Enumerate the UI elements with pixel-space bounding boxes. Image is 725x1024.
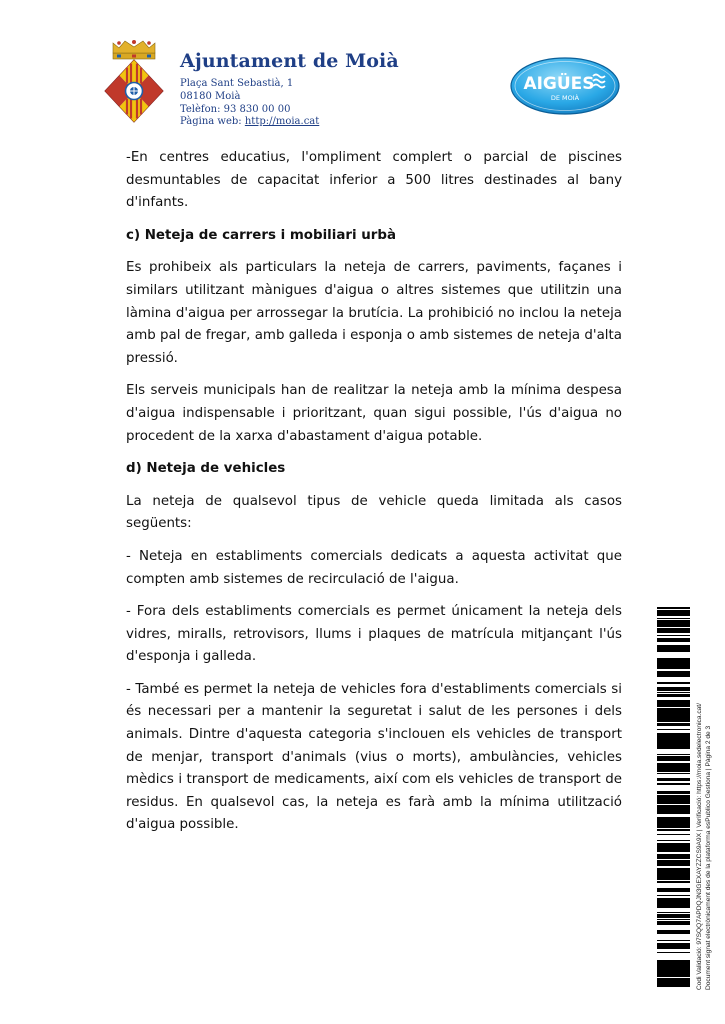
barcode-bar: [657, 821, 690, 823]
barcode-bar: [657, 900, 690, 902]
barcode-bar: [657, 981, 690, 984]
barcode-bar: [657, 638, 690, 640]
barcode-bar: [657, 646, 690, 647]
barcode-bar: [657, 716, 690, 719]
address-postcode: 08180 Moià: [180, 90, 241, 102]
barcode-bar: [657, 944, 690, 945]
barcode-bar: [657, 978, 690, 981]
barcode-bar: [657, 797, 690, 800]
barcode-bar: [657, 912, 690, 913]
barcode-bar: [657, 914, 690, 917]
barcode-bar: [657, 748, 690, 749]
barcode-bar: [657, 860, 690, 861]
barcode-bar: [657, 738, 690, 739]
barcode-bar: [657, 758, 690, 759]
barcode-bar: [657, 891, 690, 892]
barcode-bar: [657, 846, 690, 849]
barcode-bar: [657, 618, 690, 619]
barcode-bar: [657, 965, 690, 966]
barcode-bar: [657, 767, 690, 770]
organization-block: [180, 50, 399, 129]
barcode-bar: [657, 882, 690, 883]
barcode-bar: [657, 690, 690, 691]
barcode-bar: [657, 671, 690, 673]
barcode-bar: [657, 770, 690, 772]
barcode-bar: [657, 875, 690, 877]
barcode-bar: [657, 713, 690, 716]
barcode-bar: [657, 704, 690, 706]
barcode-bar: [657, 765, 690, 766]
barcode-bar: [657, 921, 690, 923]
barcode-bar: [657, 647, 690, 649]
barcode-bar: [657, 689, 690, 690]
barcode-bar: [657, 703, 690, 704]
document-body: [126, 147, 622, 847]
barcode-bar: [657, 709, 690, 712]
municipal-crest-icon: [103, 40, 165, 124]
barcode-bar: [657, 808, 690, 810]
barcode-bar: [657, 696, 690, 697]
address-web: [180, 116, 399, 129]
barcode-bar: [657, 849, 690, 850]
barcode-bar: [657, 868, 690, 869]
barcode-bar: [657, 952, 690, 953]
section-heading-d: d) Neteja de vehicles: [126, 461, 286, 477]
barcode-bar: [657, 851, 690, 852]
section-heading-c: c) Neteja de carrers i mobiliari urbà: [126, 227, 397, 243]
paragraph-seguretat-salut: - També es permet la neteja de vehicles fora d'establiments comercials si és necessari per a mantenir la seguretat i salut de les persones i dels animals. Dintre d'aquesta categoria s'inclouen els vehicles de transport de menjar, transport d'animals (vius o morts), ambulàncies, vehicles mèdics i transport de medicaments, així com els vehicles de transport de residus. En qualsevol cas, la neteja es farà amb la mínima utilització d'aigua possible.: [126, 681, 622, 833]
barcode-bar: [657, 729, 690, 730]
barcode-bar: [657, 810, 690, 812]
barcode-bar: [657, 615, 690, 616]
verification-footer: [696, 610, 713, 990]
barcode-bar: [657, 692, 690, 693]
barcode-bar: [657, 858, 690, 859]
signature-platform-line: Document signat electrònicament des de la plataforma esPublico Gestiona | Pàgina 2 de 3: [704, 725, 712, 990]
barcode-bar: [657, 968, 690, 969]
barcode-bar: [657, 660, 690, 661]
barcode-bar: [657, 658, 690, 660]
barcode-bar: [657, 612, 690, 615]
barcode-bar: [657, 864, 690, 866]
barcode-bar: [657, 708, 690, 709]
barcode-bar: [657, 766, 690, 767]
barcode-bar: [657, 971, 690, 972]
barcode-bar: [657, 640, 690, 641]
barcode-bar: [657, 861, 690, 864]
barcode-bar: [657, 620, 690, 622]
barcode-bar: [657, 763, 690, 765]
barcode-bar: [657, 919, 690, 920]
barcode-bar: [657, 667, 690, 669]
barcode-bar: [657, 856, 690, 857]
barcode-bar: [657, 830, 690, 831]
barcode-bar: [657, 694, 690, 695]
barcode-bar: [657, 940, 690, 941]
barcode-bar: [657, 943, 690, 944]
barcode-bar: [657, 817, 690, 819]
web-label: Pàgina web:: [180, 116, 242, 128]
barcode-bar: [657, 872, 690, 875]
barcode-bar: [657, 843, 690, 844]
paragraph-piscines: -En centres educatius, l'ompliment complert o parcial de piscines desmuntables de capacitat inferior a 500 litres destinades al bany d'infants.: [126, 150, 622, 211]
barcode-bar: [657, 791, 690, 794]
barcode-bar: [657, 970, 690, 971]
barcode-bar: [657, 827, 690, 828]
barcode-bar: [657, 850, 690, 851]
barcode-bar: [657, 819, 690, 820]
barcode-bar: [657, 948, 690, 949]
barcode-bar: [657, 923, 690, 924]
barcode-bar: [657, 733, 690, 735]
barcode-bar: [657, 820, 690, 821]
barcode-bar: [657, 628, 690, 629]
organization-name: Ajuntament de Moià: [180, 50, 399, 72]
barcode-bar: [657, 739, 690, 742]
barcode-bar: [657, 871, 690, 872]
barcode-bar: [657, 744, 690, 746]
barcode-bar: [657, 888, 690, 891]
barcode-bar: [657, 695, 690, 696]
barcode-bar: [657, 881, 690, 882]
barcode-bar: [657, 917, 690, 918]
barcode-bar: [657, 903, 690, 905]
barcode-bar: [657, 834, 690, 835]
barcode-bar: [657, 826, 690, 827]
paragraph-fora-establiments: - Fora dels establiments comercials es permet únicament la neteja dels vidres, miralls, retrovisors, llums i plaques de matrícula mitjançant l'ús d'esponja i galleda.: [126, 604, 622, 665]
barcode-bar: [657, 608, 690, 609]
barcode-bar: [657, 840, 690, 841]
barcode-bar: [657, 879, 690, 880]
barcode-bar: [657, 857, 690, 858]
address-phone: Telèfon: 93 830 00 00: [180, 103, 291, 115]
barcode-bar: [657, 723, 690, 726]
barcode-bar: [657, 610, 690, 612]
barcode-bar: [657, 773, 690, 774]
barcode-bar: [657, 645, 690, 646]
barcode-bar: [657, 869, 690, 871]
barcode-bar: [657, 719, 690, 722]
barcode-bar: [657, 735, 690, 738]
barcode-bar: [657, 759, 690, 760]
verification-code-line: Codi Validació: 97SQQ7APDQJN3GEXAYZZCS9A9X | Verificació: https://moia.sedelectronica.cat/: [696, 703, 703, 990]
barcode-bar: [657, 650, 690, 652]
barcode-bar: [657, 783, 690, 784]
barcode-bar: [657, 756, 690, 758]
logo-subtitle: DE MOIÀ: [550, 94, 580, 102]
barcode-bar: [657, 662, 690, 665]
barcode-bar: [657, 629, 690, 631]
barcode-bar: [657, 803, 690, 804]
barcode-bar: [657, 930, 690, 933]
barcode-bar: [657, 933, 690, 934]
barcode-bar: [657, 966, 690, 967]
barcode-bar: [657, 812, 690, 813]
barcode-bar: [657, 712, 690, 713]
barcode-bar: [657, 854, 690, 855]
barcode-bar: [657, 624, 690, 627]
organization-address: [180, 78, 399, 129]
barcode-bar: [657, 661, 690, 662]
logo-title: AIGÜES: [523, 74, 595, 94]
barcode-bar: [657, 905, 690, 908]
barcode-bar: [657, 975, 690, 977]
barcode-bar: [657, 649, 690, 650]
barcode-bar: [657, 742, 690, 744]
barcode-bar: [657, 898, 690, 900]
barcode-bar: [657, 877, 690, 879]
barcode-bar: [657, 665, 690, 667]
verification-barcode: [657, 606, 690, 987]
web-link[interactable]: http://moia.cat: [244, 116, 320, 128]
paragraph-vehicles-intro: La neteja de qualsevol tipus de vehicle queda limitada als casos següents:: [126, 493, 622, 532]
barcode-bar: [657, 631, 690, 633]
barcode-bar: [657, 676, 690, 677]
barcode-bar: [657, 986, 690, 987]
barcode-bar: [657, 688, 690, 689]
barcode-bar: [657, 924, 690, 925]
barcode-bar: [657, 800, 690, 803]
paragraph-serveis-municipals: Els serveis municipals han de realitzar la neteja amb la mínima despesa d'aigua indispensable i prioritzant, quan sigui possible, l'ús d'aigua no procedent de la xarxa d'abastament d'aigua potable.: [126, 383, 622, 444]
barcode-bar: [657, 855, 690, 856]
barcode-bar: [657, 974, 690, 975]
barcode-bar: [657, 823, 690, 826]
barcode-bar: [657, 673, 690, 676]
barcode-bar: [657, 778, 690, 780]
barcode-bar: [657, 607, 690, 608]
barcode-bar: [657, 972, 690, 974]
barcode-bar: [657, 682, 690, 683]
barcode-bar: [657, 754, 690, 755]
barcode-bar: [657, 829, 690, 830]
barcode-bar: [657, 795, 690, 797]
barcode-bar: [657, 844, 690, 846]
paragraph-establiments: - Neteja en establiments comercials dedicats a aquesta activitat que compten amb sistemes de recirculació de l'aigua.: [126, 548, 622, 587]
barcode-bar: [657, 635, 690, 636]
barcode-bar: [657, 960, 690, 962]
barcode-bar: [657, 962, 690, 965]
barcode-bar: [657, 700, 690, 703]
barcode-bar: [657, 746, 690, 748]
barcode-bar: [657, 813, 690, 814]
barcode-bar: [657, 967, 690, 968]
barcode-bar: [657, 984, 690, 986]
barcode-bar: [657, 805, 690, 808]
barcode-bar: [657, 641, 690, 642]
barcode-bar: [657, 895, 690, 896]
letterhead: [0, 0, 725, 140]
aigues-de-moia-logo: [509, 56, 621, 116]
barcode-bar: [657, 687, 690, 688]
barcode-bar: [657, 683, 690, 684]
barcode-bar: [657, 945, 690, 948]
barcode-bar: [657, 784, 690, 785]
barcode-bar: [657, 780, 690, 781]
barcode-bar: [657, 760, 690, 761]
barcode-bar: [657, 969, 690, 970]
barcode-bar: [657, 622, 690, 624]
barcode-bar: [657, 902, 690, 903]
address-street: Plaça Sant Sebastià, 1: [180, 78, 294, 89]
barcode-bar: [657, 706, 690, 707]
paragraph-neteja-carrers: Es prohibeix als particulars la neteja de carrers, paviments, façanes i similars utilitzant mànigues d'aigua o altres sistemes que utilitzin una làmina d'aigua per arrossegar la brutícia. La prohibició no inclou la neteja amb pal de fregar, amb galleda i esponja o amb sistemes de neteja d'alta pressió.: [126, 260, 622, 366]
